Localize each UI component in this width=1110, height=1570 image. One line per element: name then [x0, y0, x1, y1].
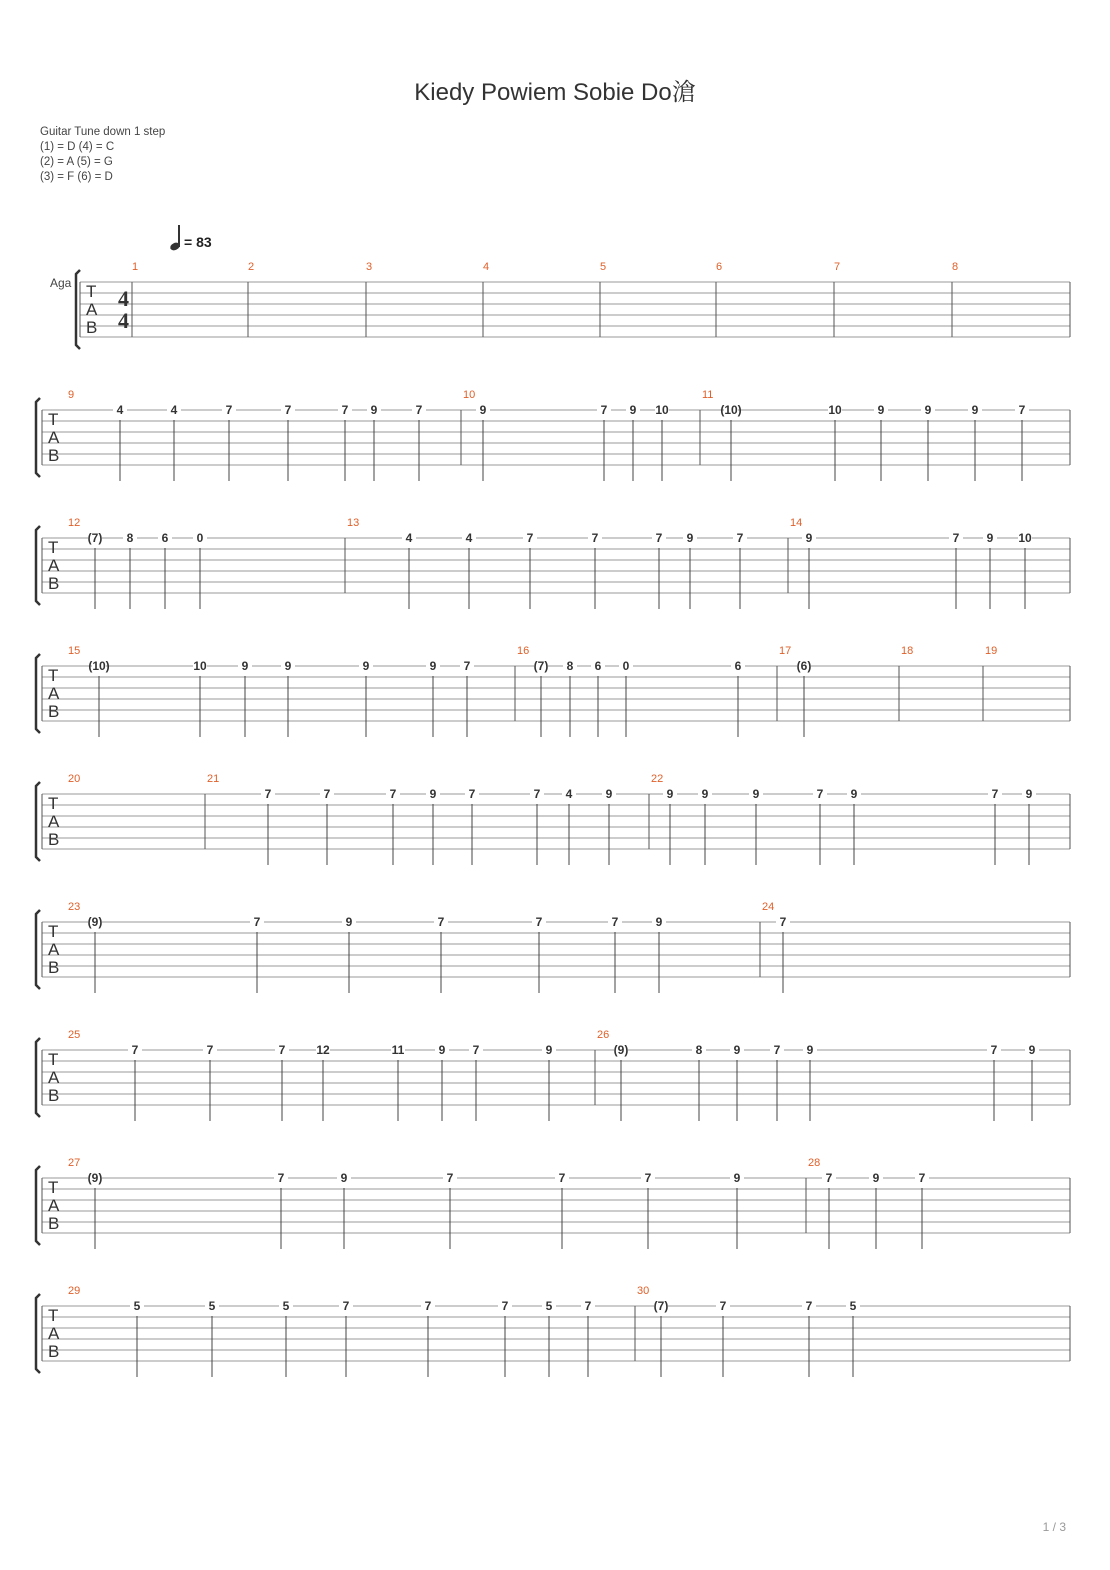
page-indicator: 1 / 3 — [1042, 1520, 1066, 1534]
tuning-heading: Guitar Tune down 1 step — [40, 126, 166, 138]
tab-clef-letter: A — [48, 556, 60, 575]
tab-clef-letter: A — [48, 1068, 60, 1087]
tab-clef-letter: B — [48, 446, 60, 465]
fret-number: 9 — [701, 787, 709, 801]
fret-number: 7 — [655, 531, 663, 545]
fret-number: 8 — [126, 531, 134, 545]
fret-number: 9 — [1028, 1043, 1036, 1057]
measure-number: 27 — [68, 1157, 81, 1169]
fret-number: 9 — [284, 659, 292, 673]
measure-number: 20 — [68, 773, 81, 785]
tab-clef-letter: B — [48, 1214, 60, 1233]
fret-number: 0 — [622, 659, 630, 673]
fret-number: 9 — [806, 1043, 814, 1057]
tab-clef-letter: T — [86, 282, 97, 301]
fret-number: 9 — [733, 1043, 741, 1057]
fret-number: (10) — [88, 659, 110, 673]
system-bracket — [36, 1038, 40, 1117]
fret-number: 5 — [545, 1299, 553, 1313]
time-signature-bottom: 4 — [118, 308, 129, 333]
measure-number: 26 — [597, 1029, 610, 1041]
fret-number: 9 — [655, 915, 663, 929]
fret-number: 9 — [877, 403, 885, 417]
measure-number: 29 — [68, 1285, 81, 1297]
fret-number: 7 — [719, 1299, 727, 1313]
fret-number: 7 — [526, 531, 534, 545]
system-bracket — [36, 654, 40, 733]
measure-number: 7 — [834, 261, 841, 273]
tab-clef-letter: A — [48, 684, 60, 703]
fret-number: 7 — [341, 403, 349, 417]
measure-number: 8 — [952, 261, 959, 273]
fret-number: 9 — [805, 531, 813, 545]
fret-number: 5 — [208, 1299, 216, 1313]
measure-number: 28 — [808, 1157, 821, 1169]
fret-number: (7) — [87, 531, 103, 545]
fret-number: 9 — [545, 1043, 553, 1057]
fret-number: 4 — [116, 403, 124, 417]
measure-number: 5 — [600, 261, 607, 273]
fret-number: 7 — [533, 787, 541, 801]
fret-number: (9) — [87, 1171, 103, 1185]
tab-clef-letter: A — [48, 812, 60, 831]
measure-number: 17 — [779, 645, 792, 657]
measure-number: 6 — [716, 261, 723, 273]
fret-number: (7) — [653, 1299, 669, 1313]
tab-clef-letter: T — [48, 538, 59, 557]
fret-number: 7 — [446, 1171, 454, 1185]
fret-number: 7 — [389, 787, 397, 801]
system-bracket — [36, 782, 40, 861]
fret-number: 7 — [501, 1299, 509, 1313]
fret-number: 7 — [558, 1171, 566, 1185]
fret-number: 7 — [918, 1171, 926, 1185]
fret-number: 7 — [278, 1043, 286, 1057]
fret-number: (9) — [613, 1043, 629, 1057]
fret-number: 4 — [170, 403, 178, 417]
fret-number: 7 — [600, 403, 608, 417]
fret-number: 9 — [733, 1171, 741, 1185]
fret-number: 7 — [253, 915, 261, 929]
system-bracket — [36, 1294, 40, 1373]
fret-number: (7) — [533, 659, 549, 673]
fret-number: 6 — [594, 659, 602, 673]
fret-number: (10) — [720, 403, 742, 417]
fret-number: 9 — [429, 787, 437, 801]
fret-number: 7 — [415, 403, 423, 417]
measure-number: 10 — [463, 389, 476, 401]
fret-number: (9) — [87, 915, 103, 929]
fret-number: 5 — [133, 1299, 141, 1313]
fret-number: 8 — [695, 1043, 703, 1057]
fret-number: 9 — [686, 531, 694, 545]
fret-number: 7 — [591, 531, 599, 545]
tab-clef-letter: T — [48, 666, 59, 685]
tab-clef-letter: B — [48, 702, 60, 721]
measure-number: 2 — [248, 261, 255, 273]
fret-number: 7 — [816, 787, 824, 801]
fret-number: 7 — [424, 1299, 432, 1313]
fret-number: 7 — [323, 787, 331, 801]
tab-clef-letter: B — [86, 318, 98, 337]
fret-number: 7 — [463, 659, 471, 673]
fret-number: 9 — [438, 1043, 446, 1057]
tab-clef-letter: A — [86, 300, 98, 319]
fret-number: 7 — [472, 1043, 480, 1057]
fret-number: 9 — [1025, 787, 1033, 801]
fret-number: 9 — [924, 403, 932, 417]
fret-number: 9 — [345, 915, 353, 929]
measure-number: 22 — [651, 773, 664, 785]
measure-number: 15 — [68, 645, 81, 657]
tab-clef-letter: B — [48, 1086, 60, 1105]
fret-number: 9 — [429, 659, 437, 673]
fret-number: 9 — [362, 659, 370, 673]
measure-number: 1 — [132, 261, 139, 273]
fret-number: 7 — [437, 915, 445, 929]
tab-clef-letter: T — [48, 794, 59, 813]
measure-number: 19 — [985, 645, 998, 657]
fret-number: 9 — [370, 403, 378, 417]
fret-number: 7 — [611, 915, 619, 929]
fret-number: 7 — [342, 1299, 350, 1313]
fret-number: 9 — [872, 1171, 880, 1185]
fret-number: 10 — [828, 403, 842, 417]
fret-number: 5 — [849, 1299, 857, 1313]
tempo-value: = 83 — [184, 234, 212, 250]
fret-number: 9 — [850, 787, 858, 801]
tuning-line: (2) = A (5) = G — [40, 156, 113, 168]
fret-number: 9 — [479, 403, 487, 417]
measure-number: 18 — [901, 645, 914, 657]
measure-number: 24 — [762, 901, 775, 913]
tab-clef-letter: T — [48, 1306, 59, 1325]
tab-clef-letter: T — [48, 922, 59, 941]
fret-number: 7 — [644, 1171, 652, 1185]
measure-number: 9 — [68, 389, 75, 401]
fret-number: 12 — [316, 1043, 330, 1057]
fret-number: 7 — [468, 787, 476, 801]
fret-number: 9 — [752, 787, 760, 801]
measure-number: 12 — [68, 517, 81, 529]
fret-number: 6 — [734, 659, 742, 673]
measure-number: 30 — [637, 1285, 650, 1297]
tab-clef-letter: T — [48, 410, 59, 429]
fret-number: 7 — [131, 1043, 139, 1057]
fret-number: 9 — [241, 659, 249, 673]
fret-number: 10 — [193, 659, 207, 673]
fret-number: (6) — [796, 659, 812, 673]
measure-number: 25 — [68, 1029, 81, 1041]
fret-number: 6 — [161, 531, 169, 545]
fret-number: 9 — [666, 787, 674, 801]
tuning-line: (1) = D (4) = C — [40, 141, 115, 153]
fret-number: 0 — [196, 531, 204, 545]
tab-clef-letter: A — [48, 428, 60, 447]
fret-number: 4 — [405, 531, 413, 545]
fret-number: 7 — [805, 1299, 813, 1313]
fret-number: 11 — [391, 1043, 405, 1057]
fret-number: 7 — [225, 403, 233, 417]
instrument-label: Aga — [50, 276, 72, 290]
fret-number: 9 — [971, 403, 979, 417]
tab-clef-letter: A — [48, 940, 60, 959]
system-bracket — [36, 1166, 40, 1245]
tuning-line: (3) = F (6) = D — [40, 171, 113, 183]
fret-number: 10 — [1018, 531, 1032, 545]
measure-number: 14 — [790, 517, 803, 529]
system-bracket — [36, 910, 40, 989]
fret-number: 7 — [284, 403, 292, 417]
measure-number: 4 — [483, 261, 490, 273]
measure-number: 23 — [68, 901, 81, 913]
fret-number: 4 — [565, 787, 573, 801]
measure-number: 3 — [366, 261, 373, 273]
score-title: Kiedy Powiem Sobie Do滄 — [414, 79, 696, 106]
tab-clef-letter: A — [48, 1196, 60, 1215]
fret-number: 5 — [282, 1299, 290, 1313]
fret-number: 9 — [605, 787, 613, 801]
fret-number: 7 — [990, 1043, 998, 1057]
fret-number: 7 — [1018, 403, 1026, 417]
fret-number: 4 — [465, 531, 473, 545]
tab-clef-letter: A — [48, 1324, 60, 1343]
fret-number: 7 — [952, 531, 960, 545]
fret-number: 7 — [773, 1043, 781, 1057]
fret-number: 7 — [584, 1299, 592, 1313]
fret-number: 9 — [340, 1171, 348, 1185]
tab-clef-letter: T — [48, 1178, 59, 1197]
measure-number: 13 — [347, 517, 360, 529]
tab-clef-letter: B — [48, 830, 60, 849]
measure-number: 16 — [517, 645, 530, 657]
fret-number: 7 — [206, 1043, 214, 1057]
fret-number: 7 — [736, 531, 744, 545]
fret-number: 9 — [986, 531, 994, 545]
tab-clef-letter: T — [48, 1050, 59, 1069]
fret-number: 9 — [629, 403, 637, 417]
tab-clef-letter: B — [48, 574, 60, 593]
fret-number: 7 — [535, 915, 543, 929]
fret-number: 7 — [277, 1171, 285, 1185]
fret-number: 7 — [825, 1171, 833, 1185]
system-bracket — [76, 270, 80, 349]
measure-number: 11 — [702, 389, 714, 401]
fret-number: 8 — [566, 659, 574, 673]
system-bracket — [36, 526, 40, 605]
fret-number: 10 — [655, 403, 669, 417]
fret-number: 7 — [779, 915, 787, 929]
system-bracket — [36, 398, 40, 477]
fret-number: 7 — [264, 787, 272, 801]
tab-clef-letter: B — [48, 958, 60, 977]
tab-clef-letter: B — [48, 1342, 60, 1361]
fret-number: 7 — [991, 787, 999, 801]
measure-number: 21 — [207, 773, 220, 785]
time-signature-top: 4 — [118, 286, 129, 311]
